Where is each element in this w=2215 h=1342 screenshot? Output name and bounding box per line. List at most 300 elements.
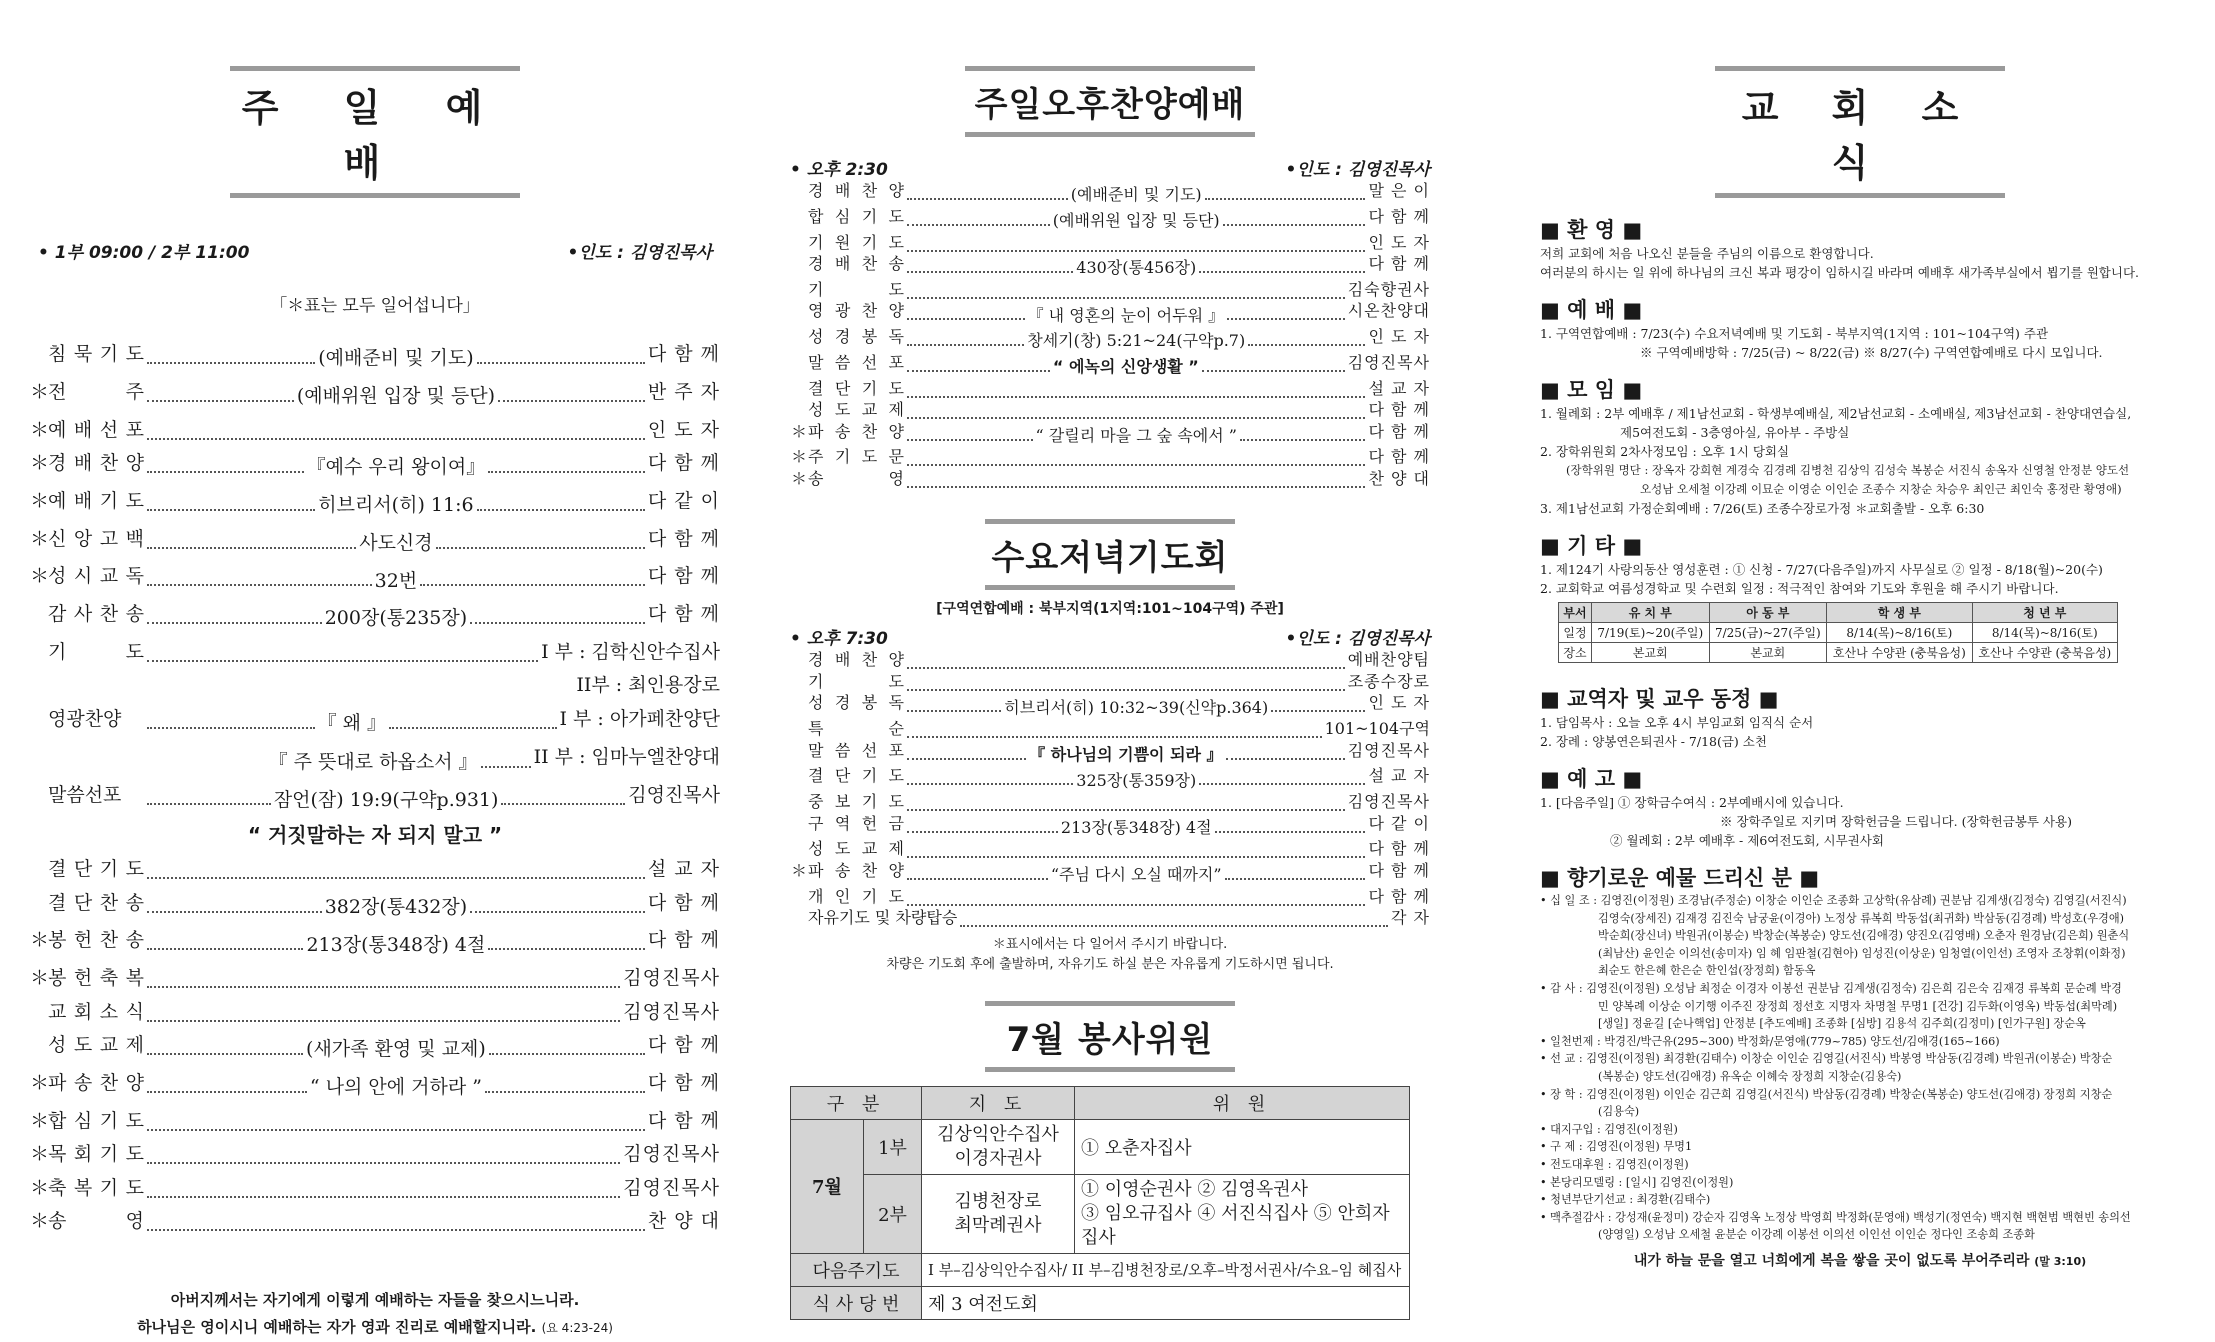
title-bar-bottom [965,132,1255,137]
order-leader-line [144,982,623,984]
order-detail: 213장(통348장) 4절 [1060,817,1212,837]
order-leader-line [144,527,648,561]
offering-line: • 대지구입 : 김영진(이정원) [1540,1122,1678,1136]
schedule-cell: 8/14(목)~8/16(토) [1827,623,1972,643]
order-detail: 430장(통456장) [1076,258,1197,278]
order-row [790,813,1430,839]
summer-schedule-table [1558,602,2118,663]
meeting-line-6: 3. 제1남선교회 가정순회예배 : 7/26(토) 조종수장로가정 ＊교회출발 - 오후 6:30 [1540,501,1985,516]
order-person: 다 함 께 [647,929,720,952]
afternoon-order-list [790,180,1430,489]
schedule-cell: 본교회 [1591,643,1709,663]
order-label: 감 사 찬 송 [48,603,144,625]
wednesday-title: 수요저녁기도회 [991,538,1229,579]
sermon-title: “ 거짓말하는 자 되지 말고 ” [247,823,503,847]
order-row [30,887,720,925]
wednesday-notes [790,935,1430,975]
order-row [790,649,1430,671]
schedule-cell: 8/14(목)~8/16(토) [1972,623,2117,643]
order-row [790,791,1430,813]
order-leader-line [144,1158,623,1160]
order-row [30,485,720,523]
offering-line: (양영일) 오성남 오세철 윤분순 이강례 이봉선 이의선 이인선 이인순 정다인 조송희 조종화 [1598,1228,2035,1242]
order-label: 구 역 헌 금 [808,813,904,833]
order-row [790,232,1430,254]
meeting-line-4: (장학위원 명단 : 장옥자 강희현 계경숙 김경례 김병천 김상익 김성숙 복봉순 서진식 송옥자 신영철 안정분 양도선 [1566,463,2130,477]
order-person: 인 도 자 [1368,232,1430,252]
closing-verse: 내가 하늘 문을 열고 너희에게 복을 쌓을 곳이 없도록 부어주리라 (말 3:10) [1633,1252,2087,1269]
order-person: 다 함 께 [1368,447,1430,467]
order-row [790,740,1430,766]
order-person: 다 함 께 [647,1071,720,1094]
order-detail: “ 갈릴리 마을 그 숲 속에서 ” [1035,425,1237,445]
news-title: 교 회 소 식 [1741,86,1979,185]
order-person: 김영진목사 [1347,352,1430,372]
order-leader-line [144,342,648,376]
order-detail: 창세기(창) 5:21~24(구약p.7) [1027,331,1246,351]
preview-line-2: ※ 장학주일로 지키며 장학헌금을 드립니다. (장학헌금봉투 사용) [1720,814,2072,829]
order-label: 파 송 찬 양 [48,1071,144,1094]
order-row [790,180,1430,206]
offering-line: (최남산) 윤인순 이의선(송미자) 임 혜 임판철(김현아) 임성진(이상운) 임청열(이인선) 조영자 조창휘(이화정) [1598,946,2126,960]
order-leader-line [904,685,1348,687]
order-row [30,414,720,448]
schedule-row-date [1559,623,2118,643]
order-person: 반 주 자 [647,380,720,403]
schedule-cell: 7/19(토)~20(주일) [1591,623,1709,643]
order-label: 성 도 교 제 [808,839,904,859]
order-label: 봉 헌 축 복 [48,967,144,989]
schedule-row-place [1559,643,2118,663]
meal-value: 제 3 여전도회 [922,1286,1410,1319]
order-leader-line [904,210,1368,232]
order-person: 설 교 자 [1368,378,1430,398]
sunday-leader: •인도 : 김영진목사 [567,243,712,263]
schedule-cell: 7/25(금)~27(주일) [1709,623,1827,643]
staff-heading: ■ 교역자 및 교우 동정 ■ [1540,687,1779,711]
order-leader-line [144,565,648,599]
order-person: 다 함 께 [1368,206,1430,226]
order-label: 파 송 찬 양 [808,421,904,441]
order-leader-line [144,891,648,925]
order-detail: (예배위원 입장 및 등단) [296,385,495,407]
stand-marker: ＊ [30,1071,50,1094]
order-detail: “ 에녹의 신앙생활 ” [1052,357,1199,376]
sunday-order-list-2 [30,853,720,1239]
offering-line: • 십 일 조 : 김영진(이정원) 조경남(주정순) 이창순 이인순 조종화 고상학(유삼례) 권분남 김계생(김정숙) 김영길(서진식) [1540,894,2127,907]
order-row [790,907,1430,929]
sermon-label: 말씀선포 [48,784,122,807]
order-person: 김영진목사 [623,967,720,989]
title-bar-bottom [985,1067,1235,1072]
order-leader-line [904,293,1348,295]
order-leader-line [144,1125,648,1127]
order-leader-line [904,770,1368,792]
order-leader-line [144,380,648,414]
order-person: 다 함 께 [647,1109,720,1132]
order-detail: (예배위원 입장 및 등단) [1052,211,1220,230]
order-person: 김영진목사 [623,1143,720,1165]
sermon-preacher: 김영진목사 [628,784,720,807]
offering-list [1540,892,2180,1244]
order-person: 다 함 께 [1368,421,1430,441]
order-row [30,924,720,962]
schedule-header [1559,603,2118,623]
order-label: 경 배 찬 양 [48,452,144,474]
order-row [30,560,720,598]
order-row [30,447,720,485]
etc-heading: ■ 기 타 ■ [1540,534,1643,558]
order-leader-line [144,873,648,875]
order-person: 김숙향권사 [1347,279,1430,299]
stand-notice: 「＊표는 모두 일어섭니다」 [270,296,480,316]
welcome-line-2: 여러분의 하시는 일 위에 하나님의 크신 복과 평강이 임하시길 바라며 예배후 새가족부실에서 뵙기를 원합니다. [1540,265,2140,280]
order-row [30,1205,720,1239]
schedule-cell: 아 동 부 [1709,603,1827,623]
order-person: 김영진목사 [1347,792,1430,811]
order-label: 결 단 기 도 [808,378,904,398]
order-person: 다 함 께 [1368,839,1430,859]
duty-part-2: 2부 [864,1174,922,1253]
order-row [790,692,1430,718]
order-label: 예 배 선 포 [48,418,144,441]
offering-line: • 전도대후원 : 김영진(이정원) [1540,1157,1689,1171]
offering-line: • 청년부단기선교 : 최경환(김태수) [1540,1193,1711,1207]
order-leader-line [904,852,1368,854]
order-detail: 『 내 영혼의 눈이 어두워 』 [1027,305,1225,325]
order-leader-line [904,460,1368,462]
order-person: 김영진목사 [623,1176,720,1199]
order-person: 시온찬양대 [1347,301,1430,321]
order-row [790,326,1430,352]
order-person: 다 함 께 [647,565,720,588]
duty-header [791,1086,1410,1119]
title-bar-bottom [230,193,520,198]
duty-h-lead: 지 도 [922,1086,1075,1119]
order-leader-line [904,482,1368,484]
duty-lead-2: 김병천장로 최막례권사 [922,1174,1075,1253]
meeting-line-5: 오성남 오세철 이강례 이묘순 이영순 이인순 조종수 지창순 차승우 최인근 최인숙 홍정란 황영애) [1640,482,2122,496]
order-detail: 200장(통235장) [324,607,468,630]
order-row [30,1029,720,1067]
prayer-2nd-row [30,669,720,703]
order-person: 각 자 [1391,908,1430,927]
meal-label: 식 사 당 번 [791,1286,922,1319]
order-label: 결 단 기 도 [808,766,904,786]
order-person: 김영진목사 [1347,740,1430,760]
welcome-line-1: 저희 교회에 처음 나오신 분들을 주님의 이름으로 환영합니다. [1540,246,1874,261]
order-label: 성 시 교 독 [48,565,144,588]
stand-marker: ＊ [790,421,807,441]
order-label: 기 도 [808,279,904,299]
stand-marker: ＊ [30,380,50,403]
title-bar-bottom [1715,193,2005,198]
order-leader-line [957,921,1391,923]
order-row [790,446,1430,468]
order-label: 성 경 봉 독 [808,327,904,346]
meeting-line-3: 2. 장학위원회 2차사정모임 : 오후 1시 당회실 [1540,444,1790,459]
order-row [30,376,720,414]
duty-h-division: 구 분 [791,1086,922,1119]
order-detail: 213장(통348장) 4절 [306,933,486,956]
welcome-heading: ■ 환 영 ■ [1540,218,1643,242]
choir1-song: 『 왜 』 [317,712,386,734]
afternoon-time: • 오후 2:30 [790,160,888,180]
wednesday-leader: •인도 : 김영진목사 [1285,629,1430,650]
order-leader-line [144,1071,648,1105]
schedule-cell: 일정 [1559,623,1592,643]
order-person: 다 함 께 [1368,254,1430,273]
order-leader-line [904,864,1368,886]
order-row [790,886,1430,908]
order-row [30,996,720,1030]
order-leader-line [904,356,1348,378]
order-leader-line [904,246,1368,248]
offering-line: (김용숙) [1598,1105,1640,1119]
order-person: 101~104구역 [1324,719,1430,738]
order-detail: 히브리서(히) 11:6 [318,494,474,516]
duty-table [790,1086,1410,1320]
order-label: 말 씀 선 포 [808,740,904,760]
duty-row-1 [791,1119,1410,1174]
schedule-cell: 부서 [1559,603,1592,623]
scripture-verse [30,1287,720,1342]
meeting-line-2: 제5여전도회 - 3층영아실, 유아부 - 주방실 [1620,425,1850,440]
order-leader-line [904,257,1368,279]
stand-marker: ＊ [30,1176,50,1199]
offering-line: [생일] 정윤길 [순나핵업] 안정분 [추도예배] 조종화 [심방] 김용석 김주희(김정미) [인가구원] 장순옥 [1598,1017,2086,1031]
order-person: 조종수장로 [1347,671,1430,691]
order-leader-line [144,1225,648,1227]
sunday-worship-title-box [230,66,520,198]
duty-meal [791,1286,1410,1319]
schedule-cell: 본교회 [1709,643,1827,663]
order-detail: (예배준비 및 기도) [318,347,474,370]
duty-title: 7월 봉사위원 [1006,1019,1214,1060]
choir-row-1 [30,703,720,741]
meeting-heading: ■ 모 임 ■ [1540,378,1643,402]
stand-marker: ＊ [30,418,50,441]
afternoon-leader: •인도 : 김영진목사 [1285,160,1430,180]
order-row [30,598,720,636]
order-row [790,421,1430,447]
order-row [790,378,1430,400]
order-leader-line [144,1016,623,1018]
sunday-order-list [30,338,720,669]
order-label: 파 송 찬 양 [808,860,904,880]
schedule-cell: 청 년 부 [1972,603,2117,623]
order-leader-line [904,697,1368,719]
order-label: 송 영 [48,1210,144,1232]
order-leader-line [904,305,1348,327]
preview-heading: ■ 예 고 ■ [1540,767,1643,791]
offering-line: • 선 교 : 김영진(이정원) 최경환(김태수) 이창순 이인순 김영길(서진식) 박봉영 박삼동(김경례) 박원귀(이봉순) 박창순 [1540,1052,2113,1066]
order-row [790,206,1430,232]
order-person: 다 함 께 [647,603,720,625]
order-label: 전 주 [48,380,144,403]
schedule-cell: 호산나 수양관 (충북음성) [1827,643,1972,663]
order-label: 성 도 교 제 [808,400,904,419]
etc-line-1: 1. 제124기 사랑의동산 영성훈련 : ① 신청 - 7/27(다음주일)까지 사무실로 ② 일정 - 8/18(월)~20(수) [1540,562,2103,577]
order-label: 예 배 기 도 [48,489,144,512]
verse-line-1: 아버지께서는 자기에게 이렇게 예배하는 자들을 찾으시느니라. [170,1290,580,1309]
wednesday-title-box [985,519,1235,590]
order-row [30,1138,720,1172]
note-car: 차량은 기도회 후에 출발하며, 자유기도 하실 분은 자유롭게 기도하시면 됩니다. [886,956,1334,972]
afternoon-column [790,0,1430,1315]
offering-line: 김영숙(장세진) 김재경 김진숙 남궁윤(이경아) 노정상 류복희 박동섭(최귀화) 박삼동(김경례) 박성호(우경애) [1598,911,2124,925]
sunday-worship-column [30,0,720,1336]
order-label: 중 보 기 도 [808,792,904,811]
offering-line: • 구 제 : 김영진(이정원) 무명1 [1540,1140,1693,1154]
order-label: 합 심 기 도 [48,1109,144,1132]
duty-title-box [985,1001,1235,1072]
stand-marker: ＊ [30,967,50,989]
preview-line-1: 1. [다음주일] ① 장학금수여식 : 2부예배시에 있습니다. [1540,795,1844,810]
order-detail: 325장(통359장) [1076,770,1197,790]
order-label: 결 단 기 도 [48,858,144,880]
order-leader-line [904,817,1368,839]
offering-line: 민 양복례 이상순 이기행 이주진 장정희 정선호 지명자 차명철 무명1 [건강] 김두화(이영옥) 박동섭(최막례) [1598,999,2118,1013]
order-label: 결 단 찬 송 [48,891,144,914]
order-row [30,636,720,670]
order-person: 인 도 자 [647,418,720,441]
schedule-cell: 호산나 수양관 (충북음성) [1972,643,2117,663]
order-label: 기 원 기 도 [808,232,904,252]
sermon-row [30,779,720,817]
verse-line-2: 하나님은 영이시니 예배하는 자가 영과 진리로 예배할지니라. (요 4:23-24) [137,1317,613,1336]
order-leader-line [904,744,1348,766]
worship-line-2: ※ 구역예배방학 : 7/25(금) ~ 8/22(금) ※ 8/27(수) 구역연합예배로 다시 모입니다. [1640,345,2103,360]
order-row [30,853,720,887]
order-detail: 『 하나님의 기쁨이 되라 』 [1029,744,1223,764]
order-label: 영 광 찬 양 [808,301,904,321]
order-label: 봉 헌 찬 송 [48,929,144,952]
order-leader-line [904,663,1348,665]
order-leader-line [144,602,648,636]
order-person: 김영진목사 [623,1000,720,1023]
order-person: I 부 : 김학신안수집사 [541,640,720,663]
order-label: 목 회 기 도 [48,1143,144,1165]
order-label: 성 경 봉 독 [808,693,904,713]
order-person: 다 함 께 [647,1034,720,1056]
order-person: 찬 양 대 [647,1210,720,1232]
order-leader-line [144,451,648,485]
order-row [30,962,720,996]
order-leader-line [144,434,648,436]
order-leader-line [904,805,1348,807]
order-row [790,838,1430,860]
duty-next-prayer [791,1253,1410,1286]
offering-line: 최순도 한은혜 한은순 한인섭(장정희) 함동옥 [1598,964,1816,978]
sermon-text: 잠언(잠) 19:9(구약p.931) [273,788,499,811]
stand-marker: ＊ [790,468,807,488]
order-leader-line [144,1033,648,1067]
order-person: 다 함 께 [1368,400,1430,419]
order-leader-line [904,425,1368,447]
order-row [30,523,720,561]
order-row [790,300,1430,326]
order-row [30,1105,720,1139]
order-row [790,468,1430,490]
duty-members-2: ① 이영순권사 ② 김영옥권사 ③ 임오규집사 ④ 서진식집사 ⑤ 안희자집사 [1075,1174,1410,1253]
closing-ref: (말 3:10) [2034,1254,2087,1268]
order-leader-line [904,330,1368,352]
order-person: 다 함 께 [647,343,720,365]
stand-marker: ＊ [790,447,807,467]
duty-part-1: 1부 [864,1119,922,1174]
order-person: 인 도 자 [1368,693,1430,713]
order-row [790,279,1430,301]
order-detail: 사도신경 [359,531,433,554]
duty-members-1: ① 오춘자집사 [1075,1119,1410,1174]
title-bar-bottom [985,585,1235,590]
order-label: 기 도 [808,671,904,691]
order-label: 말 씀 선 포 [808,352,904,372]
stand-marker: ＊ [30,1143,50,1165]
order-detail: 히브리서(히) 10:32~39(신약p.364) [1004,697,1269,717]
order-label: 개 인 기 도 [808,886,904,906]
staff-line-1: 1. 담임목사 : 오늘 오후 4시 부임교회 임직식 순서 [1540,715,1814,730]
offering-line: • 장 학 : 김영진(이정원) 이인순 김근희 김영길(서진식) 박삼동(김경례) 박창순(복봉순) 양도선(김애경) 장정희 지창순 [1540,1087,2113,1101]
etc-line-2: 2. 교회학교 여름성경학교 및 수련회 일정 : 적극적인 참여와 기도와 후원을 해 주시기 바랍니다. [1540,581,2059,596]
order-row [30,1067,720,1105]
order-leader-line [904,392,1368,394]
order-person: 인 도 자 [1368,327,1430,346]
order-detail: (예배준비 및 기도) [1070,185,1202,205]
order-row [790,671,1430,693]
duty-row-2 [791,1174,1410,1253]
offering-line: 박순희(장신녀) 박원귀(이봉순) 박창순(복봉순) 양도선(김애경) 양진오(김영배) 오춘자 원경남(김은희) 원춘식 [1598,929,2130,943]
offering-line: • 일천번제 : 박경진/박근유(295~300) 박정화/문영애(779~785) 양도선/김애경(165~166) [1540,1034,2000,1048]
order-leader-line [144,929,648,963]
staff-line-2: 2. 장례 : 양봉연은퇴권사 - 7/18(금) 소천 [1540,734,1767,749]
choir-label: 영광찬양 [48,707,122,730]
afternoon-title-box [965,66,1255,137]
choir2-song: 『 주 뜻대로 하옵소서 』 [268,750,478,773]
order-label: 침 묵 기 도 [48,343,144,365]
afternoon-title: 주일오후찬양예배 [974,85,1246,125]
order-row [790,352,1430,378]
wednesday-time: • 오후 7:30 [790,629,888,650]
duty-lead-1: 김상익안수집사 이경자권사 [922,1119,1075,1174]
sunday-worship-title: 주 일 예 배 [241,86,509,185]
order-leader-line [904,413,1368,415]
choir-row-2 [30,741,720,780]
stand-marker: ＊ [30,489,50,512]
order-person: 다 함 께 [1368,886,1430,906]
order-label: 교 회 소 식 [48,1000,144,1023]
order-leader-line [144,656,541,658]
schedule-cell: 유 치 부 [1591,603,1709,623]
news-title-box [1715,66,2005,198]
sunday-time: • 1부 09:00 / 2부 11:00 [38,243,250,263]
meeting-line-1: 1. 월례회 : 2부 예배후 / 제1남선교회 - 학생부예배실, 제2남선교회 - 소예배실, 제3남선교회 - 찬양대연습실, [1540,406,2132,421]
prayer-2nd: II부 : 최인용장로 [576,674,720,697]
order-leader-line [144,489,648,523]
order-label: 경 배 찬 양 [808,181,904,200]
stand-marker: ＊ [30,1109,50,1132]
order-leader-line [144,1192,623,1194]
order-row [790,718,1430,740]
preview-line-3: ② 월례회 : 2부 예배후 - 제6여전도회, 시무권사회 [1610,833,1884,848]
offering-line: • 본당리모델링 : [일시] 김영진(이정원) [1540,1175,1734,1189]
order-person: 말 은 이 [1368,181,1430,200]
verse-ref: (요 4:23-24) [541,1320,613,1335]
wednesday-subtitle: [구역연합예배 : 북부지역(1지역:101~104구역) 주관] [936,601,1284,618]
choir2-team: II 부 : 임마누엘찬양대 [533,745,720,768]
note-stand: ＊표시에서는 다 일어서 주시기 바랍니다. [992,936,1228,952]
